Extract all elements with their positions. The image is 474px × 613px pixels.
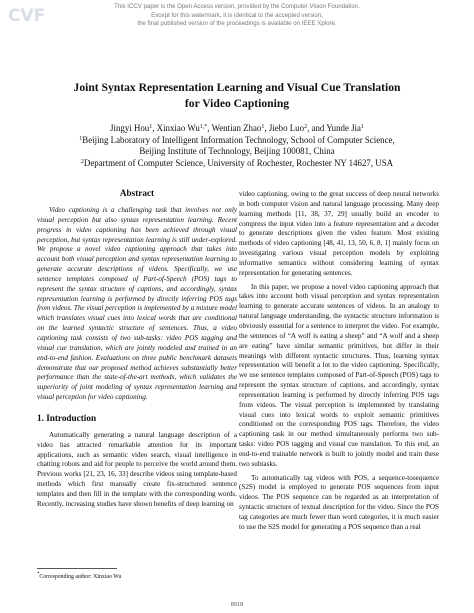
- affiliation-text: Department of Computer Science, University of Rochester, Rochester NY 14627, USA: [83, 157, 394, 168]
- introduction-body: Automatically generating a natural language description of a video has attracted remarkable attention for its important applications, such as semantic video search, visual intelligence in chatting robots and aid for people to perceive the world around them. Previous works [21, 23, 16, 33] describe videos using template-based methods which first manually create fix-structured sentence templates and then fill in the template with the corresponding words. Recently, increasing studies have shown benefits of deep learning on: [37, 430, 237, 508]
- author-sup: 1,*: [199, 124, 208, 130]
- footnote-text: Corresponding author: Xinxiao Wu: [39, 573, 122, 580]
- author-name: Yunde Jia: [326, 123, 361, 133]
- abstract-heading: Abstract: [119, 188, 155, 198]
- author-name: Jiebo Luo: [268, 123, 305, 133]
- svg-text:CVF: CVF: [8, 6, 46, 24]
- footnote: [37, 571, 121, 581]
- author-names: Jingyi Hou$^1$, Xinxiao $Wu^{1,*}$, Wentian Zhao$^1$, Jiebo Luo$^2$, and Yunde Jia$^1$: [110, 123, 364, 133]
- notice-line: This ICCV paper is the Open Access version, provided by the Computer Vision Foundation.: [114, 3, 360, 10]
- right-paragraph-2: In this paper, we propose a novel video captioning approach that takes into account both visual perception and syntax representation learning to generate accurate sentences of videos. In an analogy to natural language understanding, the syntactic structure information is obviously essential for a sentence to interpret the video. For example, the sentences of “A wolf is eating a sheep” and “A wolf and a sheep are eating” have similar semantic primitives, but differ in their meanings with different syntactic structures. Thus, learning syntax representation will benefit a lot to the video captioning. Specifically, we use sentence templates composed of Part-of-Speech (POS) tags to represent the syntax structure of captions, and accordingly, syntax representation learning is performed by directly inferring POS tags from videos. The visual perception is implemented by translating visual cues into lexical words to exploit semantic primitives conditioned on the corresponding POS tags. Therefore, the video captioning task in our method simultaneously performs two sub-tasks: video POS tagging and visual cue translation. To this end, an end-to-end trainable network is built to jointly model and train these two subtasks.: [239, 282, 439, 468]
- affiliation-text: Beijing Laboratory of Intelligent Information Technology, School of Computer Science,: [82, 134, 395, 145]
- notice-line: Except for this watermark, it is identical to the accepted version;: [151, 11, 323, 19]
- abstract-body: Video captioning is a challenging task that involves not only visual perception but also syntax representation learning. Recent progress in video captioning has been achieved through visual perception, but syntax representation learning is still under-explored. We propose a novel video captioning approach that takes into account both visual perception and syntax representation learning to generate accurate descriptions of videos. Specifically, we use sentence templates composed of Part-of-Speech (POS) tags to represent the syntax structure of captions, and accordingly, syntax representation learning is performed by directly inferring POS tags from videos. The visual perception is implemented by a mixture model which translates visual cues into lexical words that are conditional on the learned syntactic structure of sentences. Thus, a video captioning task consists of two sub-tasks: video POS tagging and visual cue translation, which are jointly modeled and trained in an end-to-end fashion. Evaluations on three public benchmark datasets demonstrate that our proposed method achieves substantially better performance than the state-of-the-art methods, which validates the superiority of joint modeling of syntax representation learning and visual perception for video captioning.: [37, 206, 237, 402]
- right-paragraph-3: To automatically tag videos with POS, a sequence-tosequence (S2S) model is employed to generate POS sequences from input videos. The POS sequence can be regarded as an interpretation of syntactic structure of textual description for the video. Since the POS tag categories are much fewer than word categories, it is much easier to use the S2S model for generating a POS sequence than a real: [239, 473, 439, 531]
- title-line: Joint Syntax Representation Learning and Visual Cue Translation: [73, 81, 401, 94]
- author-sup: 2: [304, 124, 308, 130]
- affiliation: [30, 135, 444, 147]
- paper-title: [40, 80, 434, 112]
- affiliation: [30, 146, 444, 158]
- affiliation: [30, 158, 444, 170]
- author-sup: 1: [261, 124, 265, 130]
- author-block: [30, 123, 444, 169]
- footnote-mark: *: [37, 572, 40, 577]
- left-column: [37, 188, 237, 510]
- open-access-notice: [80, 3, 394, 29]
- affiliation-sup: 1: [79, 135, 83, 142]
- author-name: Wentian Zhao: [211, 123, 262, 133]
- author-name: Jingyi Hou: [110, 123, 150, 133]
- page-number: 8918: [230, 601, 244, 608]
- author-sup: 1: [149, 124, 153, 130]
- notice-line: the final published version of the proceedings is available on IEEE Xplore.: [137, 20, 337, 28]
- cvf-logo: [7, 4, 57, 24]
- author-name: Xinxiao Wu: [156, 123, 200, 133]
- title-line: for Video Captioning: [184, 97, 290, 110]
- affiliation-sup: 2: [80, 158, 84, 165]
- introduction-heading: 1. Introduction: [37, 412, 97, 423]
- footnote-rule: [37, 568, 117, 569]
- right-column: [239, 190, 439, 533]
- author-sup: 1: [360, 124, 364, 130]
- right-paragraph-1: video captioning, owing to the great success of deep neural networks in both computer vision and natural language processing. Many deep learning methods [11, 38, 37, 29] usually build an encoder to compress the input video into a feature representation and a decoder to generate descriptions given the video feature. Most existing methods of video captioning [48, 41, 13, 50, 6, 8, 1] mainly focus on investigating various visual perception models by exploiting informative semantics without considering learning of syntax representation for generating sentences.: [239, 190, 439, 277]
- affiliation-text: Beijing Institute of Technology, Beijing 100081, China: [139, 146, 335, 157]
